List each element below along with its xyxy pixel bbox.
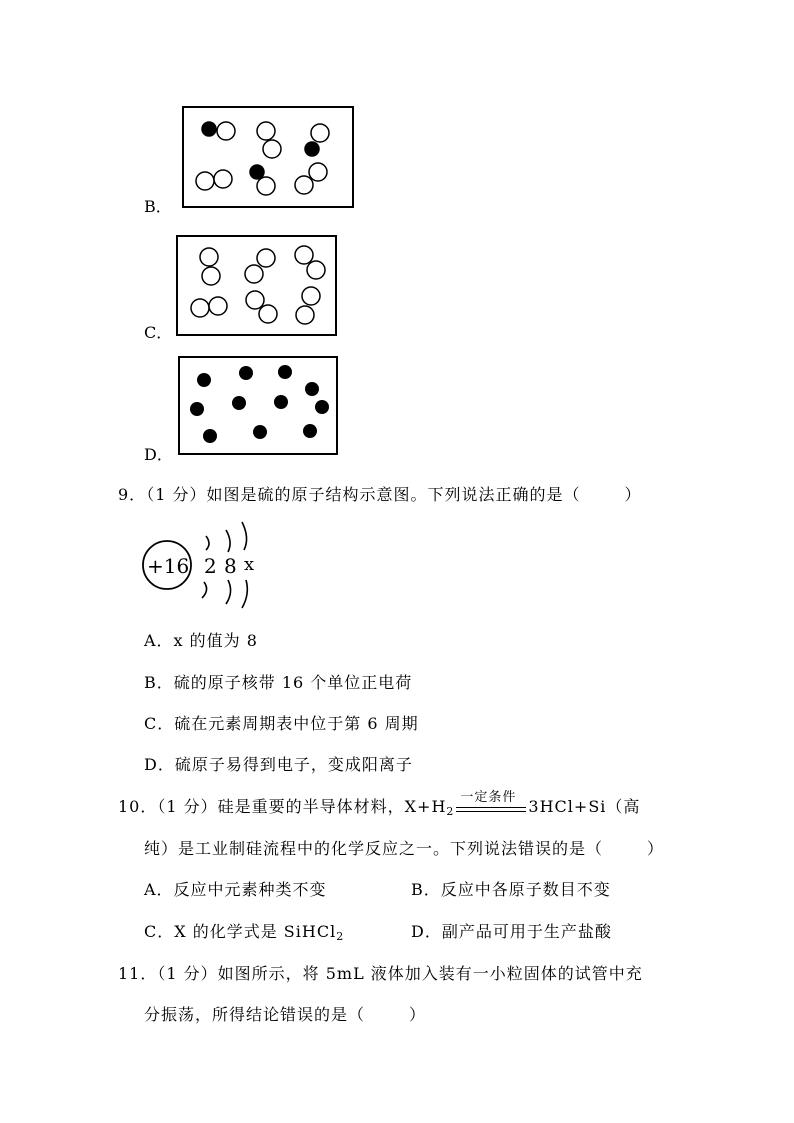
question-9 xyxy=(118,482,642,505)
particle-diagram-d xyxy=(180,358,336,453)
q10-number: 10． xyxy=(118,797,158,816)
nucleus-charge: +16 xyxy=(147,554,190,578)
shell-1-electrons: 2 xyxy=(204,554,217,578)
q9-option-c: C．硫在元素周期表中位于第 6 周期 xyxy=(144,714,419,733)
particle-diagram-c xyxy=(178,237,335,334)
q11-close-paren: ） xyxy=(409,1005,427,1024)
q10-option-a: A．反应中元素种类不变 xyxy=(144,880,327,899)
q10-option-c xyxy=(144,919,344,943)
option-d-label: D． xyxy=(144,445,173,464)
q10-stem-continued: 纯）是工业制硅流程中的化学反应之一。下列说法错误的是（ xyxy=(144,839,604,858)
q10-stem: 硅是重要的半导体材料，X+H xyxy=(217,797,447,816)
option-b-label: B． xyxy=(144,197,172,216)
q10-line-2 xyxy=(144,836,664,859)
q9-option-b: B．硫的原子核带 16 个单位正电荷 xyxy=(144,673,413,692)
q11-number: 11． xyxy=(118,964,158,983)
q10-option-d: D．副产品可用于生产盐酸 xyxy=(411,922,612,941)
q9-option-d: D．硫原子易得到电子，变成阳离子 xyxy=(144,755,413,774)
q9-option-a: A．x 的值为 8 xyxy=(144,631,258,650)
particle-box-d xyxy=(178,356,338,455)
q9-number: 9． xyxy=(118,485,147,504)
q10-stem-products: 3HCl+Si（高 xyxy=(528,797,641,816)
q11-score: （1 分） xyxy=(157,964,218,983)
q10-option-b: B．反应中各原子数目不变 xyxy=(411,880,611,899)
question-11 xyxy=(118,961,643,984)
q10-option-c-text: C．X 的化学式是 SiHCl xyxy=(144,922,337,941)
q10-option-c-subscript: 2 xyxy=(336,930,345,943)
q10-h2-subscript: 2 xyxy=(446,805,455,818)
shell-2-electrons: 8 xyxy=(224,554,237,578)
particle-box-c xyxy=(176,235,337,336)
q9-score: （1 分） xyxy=(146,485,207,504)
q11-stem: 如图所示，将 5mL 液体加入装有一小粒固体的试管中充 xyxy=(217,964,643,983)
q9-stem: 如图是硫的原子结构示意图。下列说法正确的是（ xyxy=(206,485,581,504)
option-c-label: C． xyxy=(144,323,173,342)
reaction-condition: 一定条件 xyxy=(460,790,517,805)
question-10 xyxy=(118,790,641,818)
q9-close-paren: ） xyxy=(624,485,642,504)
shell-3-electrons: x xyxy=(244,554,255,575)
q11-stem-continued: 分振荡，所得结论错误的是（ xyxy=(144,1005,366,1024)
particle-diagram-b xyxy=(184,108,352,206)
reaction-arrow xyxy=(456,790,526,818)
q10-close-paren: ） xyxy=(647,839,665,858)
q10-score: （1 分） xyxy=(157,797,218,816)
q11-line-2 xyxy=(144,1002,426,1025)
sulfur-atom-diagram xyxy=(138,518,268,610)
particle-box-b xyxy=(182,106,354,208)
